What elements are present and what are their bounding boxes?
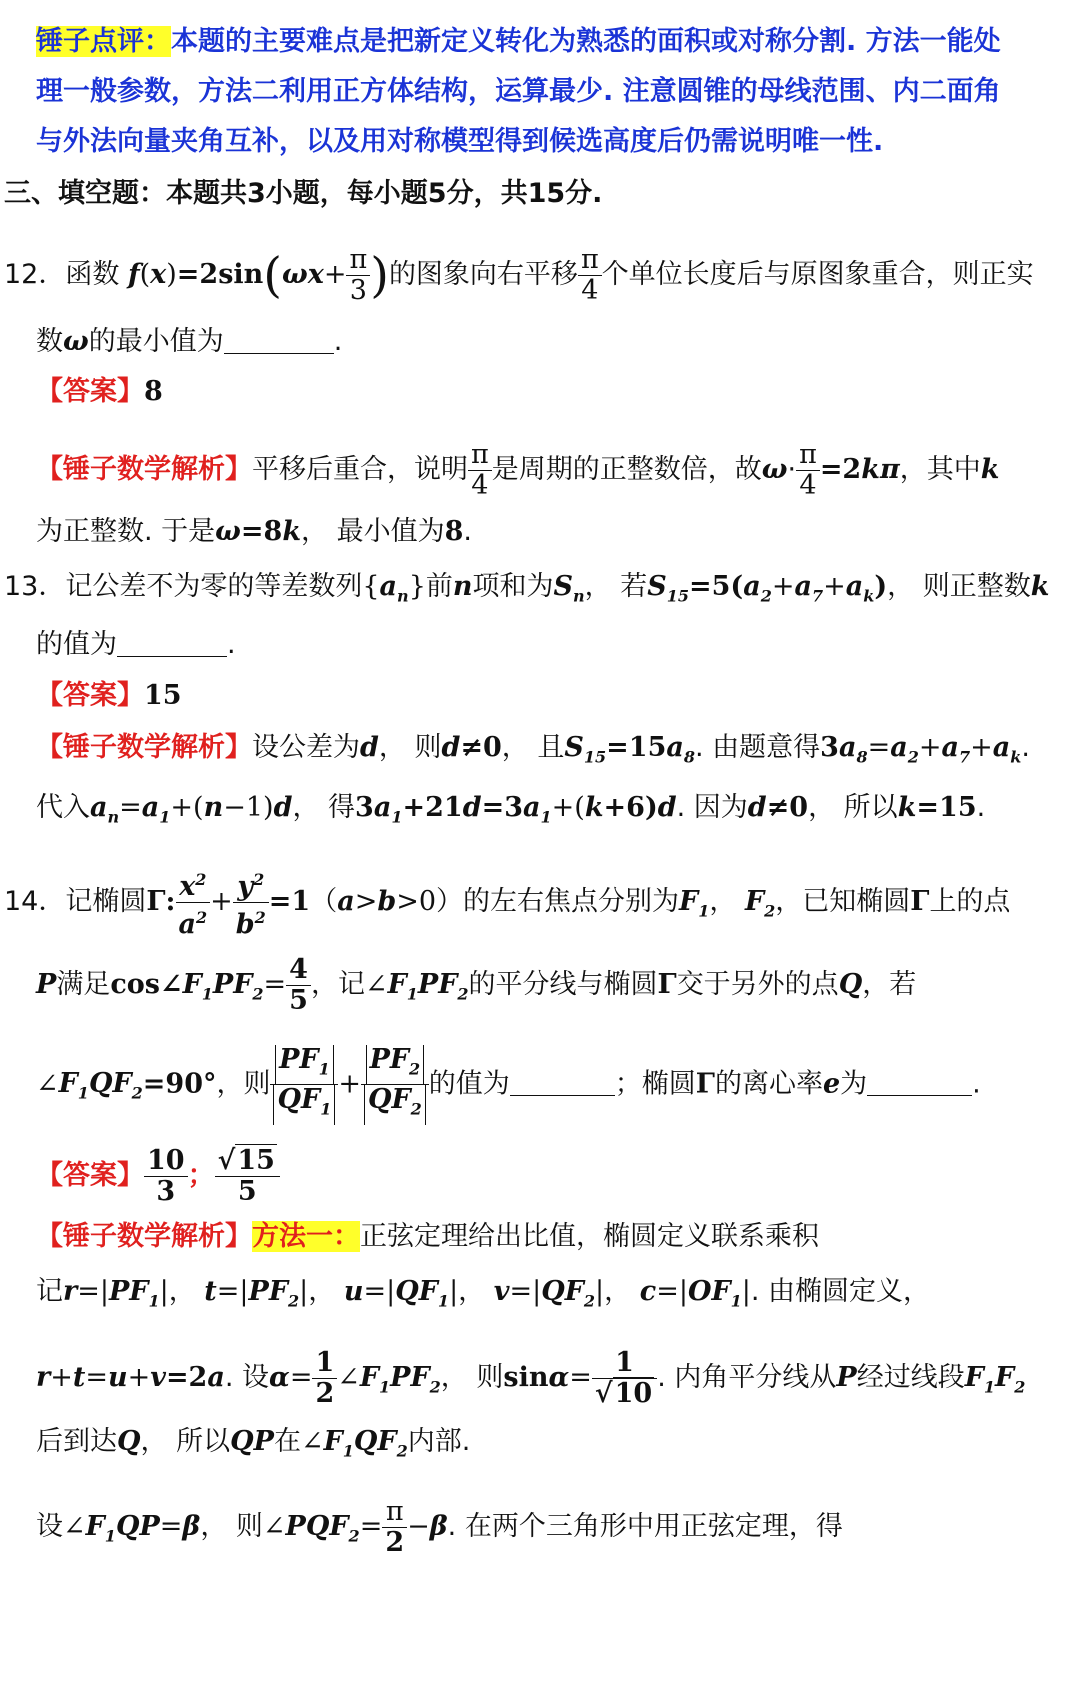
q14-answer: 【答案】 $\frac{10}{3}$ ； $\frac{√15}{5}$ xyxy=(36,1146,280,1207)
q14-blank-1 xyxy=(510,1095,615,1096)
q12-answer: 【答案】8 xyxy=(36,376,163,407)
q13-line-2: 的值为 . xyxy=(36,629,236,660)
q12-line-2: 数ω的最小值为 . xyxy=(36,326,343,357)
q14-line-3: $\angle F_1QF_2=90^\circ$，则 $\frac{PF_1}{QF_1}$ + $\frac{PF_2}{QF_2}$ 的值为 ；椭圆Γ的离心率e为 . xyxy=(36,1045,981,1125)
q12-frac-pi3: $\frac{\pi}{3}$ xyxy=(346,245,370,306)
q13-answer: 【答案】15 xyxy=(36,680,182,711)
q12-blank xyxy=(224,353,334,354)
q12-analysis-2: 为正整数. 于是ω=8k， 最小值为8. xyxy=(36,516,473,547)
comment-line-3: 与外法向量夹角互补，以及用对称模型得到候选高度后仍需说明唯一性. xyxy=(36,126,884,157)
q14-analysis-2: r+t=u+v=2a. 设α= $\frac{1}{2}$ $\angle F_1PF_2$， 则sinα= $\frac{1}{√10}$ . 内角平分线从P经过线段$F_1F_2$ xyxy=(36,1347,1026,1409)
q12-line-1: 12．函数 f(x)=2sin(ωx+ $\frac{\pi}{3}$ )的图象向右平移 $\frac{\pi}{4}$ 个单位长度后与原图象重合，则正实 xyxy=(4,244,1034,306)
q14-analysis-3: 后到达Q， 所以QP在$\angle F_1QF_2$内部. xyxy=(36,1426,471,1461)
q14-analysis-4: 设$\angle F_1QP=\beta$， 则$\angle PQF_2=$ $\frac{\pi}{2}$ −β. 在两个三角形中用正弦定理，得 xyxy=(36,1496,843,1558)
q13-line-1: 13．记公差不为零的等差数列$\{a_n\}$前n项和为$S_n$， 若$S_{15}=5(a_2+a_7+a_k)$， 则正整数k xyxy=(4,571,1050,606)
q14-line-1: 14．记椭圆Γ: $\frac{x^2}{a^2}$ + $\frac{y^2}{b^2}$ =1（a>b>0）的左右焦点分别为$F_1$， $F_2$，已知椭圆Γ上的点 xyxy=(4,865,1010,940)
q14-analysis-1: 记$r=|PF_1|$， $t=|PF_2|$， $u=|QF_1|$， $v=|QF_2|$， $c=|OF_1|$. 由椭圆定义， xyxy=(36,1276,931,1311)
q14-line-2: P满足$\cos\angle F_1PF_2=$ $\frac{4}{5}$ ，记$\angle F_1PF_2$的平分线与椭圆Γ交于另外的点Q，若 xyxy=(36,954,917,1016)
comment-tag: 锤子点评： xyxy=(36,26,171,57)
q14-analysis-heading: 【锤子数学解析】方法一：正弦定理给出比值，椭圆定义联系乘积 xyxy=(36,1221,819,1252)
q14-blank-2 xyxy=(867,1095,972,1096)
q12-analysis-1: 【锤子数学解析】平移后重合，说明 $\frac{\pi}{4}$ 是周期的正整数倍，故ω· $\frac{\pi}{4}$ =2kπ，其中k xyxy=(36,439,1000,501)
comment-line-1: 锤子点评：本题的主要难点是把新定义转化为熟悉的面积或对称分割. 方法一能处 xyxy=(36,26,1001,57)
section-heading: 三、填空题：本题共3小题，每小题5分，共15分. xyxy=(4,178,603,209)
q13-analysis-2: 代入$a_n=a_1+(n-1)d$， 得$3a_1+21d=3a_1+(k+6)d$. 因为d≠0， 所以k=15. xyxy=(36,792,986,827)
q12-frac-pi4: $\frac{\pi}{4}$ xyxy=(578,245,602,306)
q13-analysis-1: 【锤子数学解析】设公差为d， 则d≠0， 且$S_{15}=15a_8$. 由题意得$3a_8=a_2+a_7+a_k$. xyxy=(36,732,1030,767)
comment-line-2: 理一般参数，方法二利用正方体结构，运算最少. 注意圆锥的母线范围、内二面角 xyxy=(36,76,1001,107)
q13-blank xyxy=(117,656,227,657)
